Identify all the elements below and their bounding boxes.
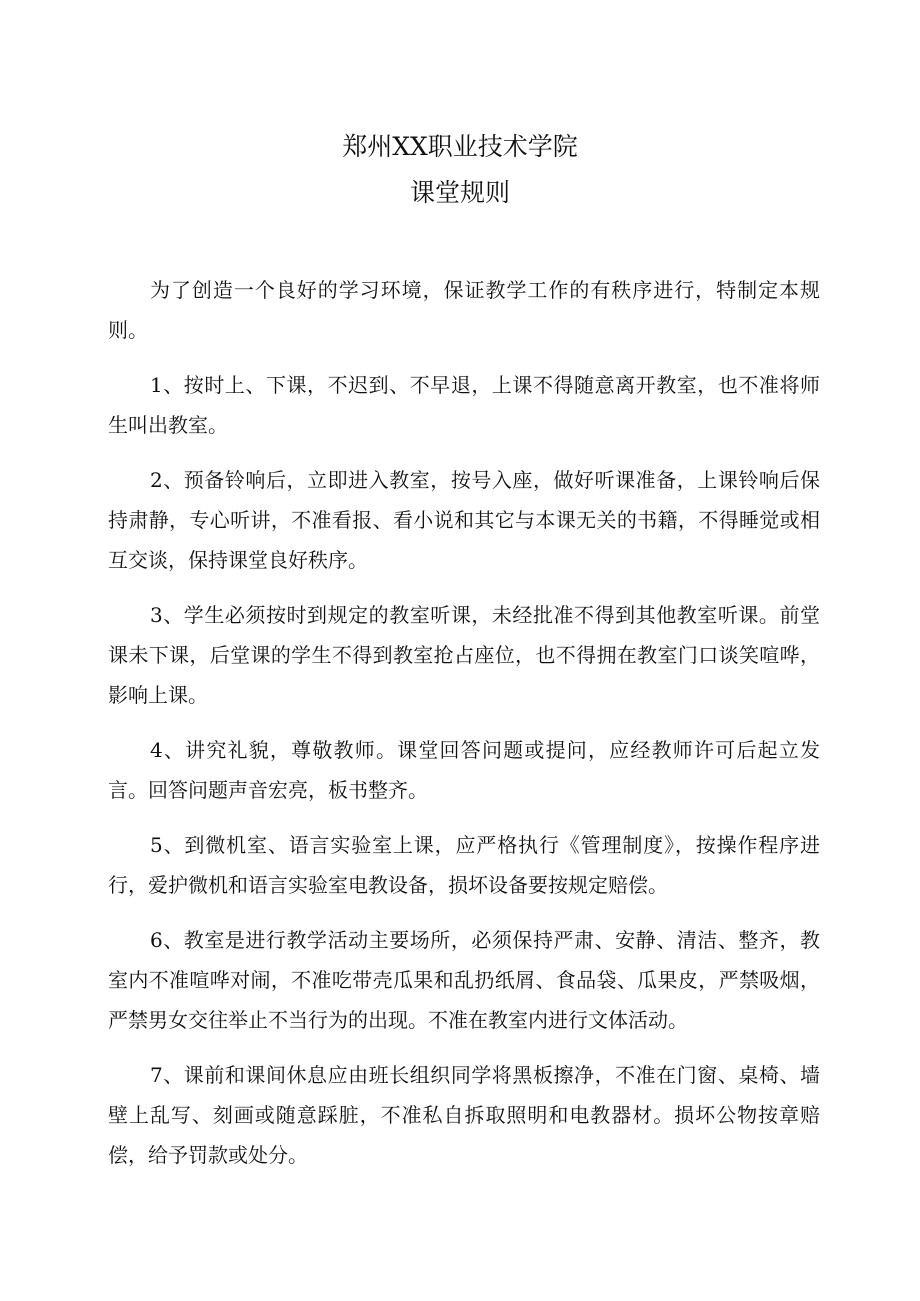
rule-paragraph-1: 1、按时上、下课，不迟到、不早退，上课不得随意离开教室，也不准将师生叫出教室。 — [108, 373, 820, 437]
document-header — [0, 124, 920, 216]
document-title: 课堂规则 — [409, 178, 510, 207]
rule-paragraph-5: 5、到微机室、语言实验室上课，应严格执行《管理制度》，按操作程序进行，爱护微机和语言实验室电教设备，损坏设备要按规定赔偿。 — [108, 833, 820, 897]
rule-paragraph-3: 3、学生必须按时到规定的教室听课，未经批准不得到其他教室听课。前堂课未下课，后堂课的学生不得到教室抢占座位，也不得拥在教室门口谈笑喧哗，影响上课。 — [108, 603, 820, 707]
rule-paragraph-6: 6、教室是进行教学活动主要场所，必须保持严肃、安静、清洁、整齐，教室内不准喧哗对闹，不准吃带壳瓜果和乱扔纸屑、食品袋、瓜果皮，严禁吸烟，严禁男女交往举止不当行为的出现。不准在教室内进行文体活动。 — [108, 928, 820, 1032]
rule-paragraph-2: 2、预备铃响后，立即进入教室，按号入座，做好听课准备，上课铃响后保持肃静，专心听讲，不准看报、看小说和其它与本课无关的书籍，不得睡觉或相互交谈，保持课堂良好秩序。 — [108, 468, 820, 572]
intro-paragraph: 为了创造一个良好的学习环境，保证教学工作的有秩序进行，特制定本规则。 — [108, 278, 820, 342]
rule-paragraph-4: 4、讲究礼貌，尊敬教师。课堂回答问题或提问，应经教师许可后起立发言。回答问题声音宏亮，板书整齐。 — [108, 738, 820, 802]
rule-paragraph-7: 7、课前和课间休息应由班长组织同学将黑板擦净，不准在门窗、桌椅、墙壁上乱写、刻画或随意踩脏，不准私自拆取照明和电教器材。损坏公物按章赔偿，给予罚款或处分。 — [108, 1063, 820, 1167]
institution-title: 郑州XX职业技术学院 — [342, 132, 578, 161]
document-body — [108, 270, 820, 1175]
